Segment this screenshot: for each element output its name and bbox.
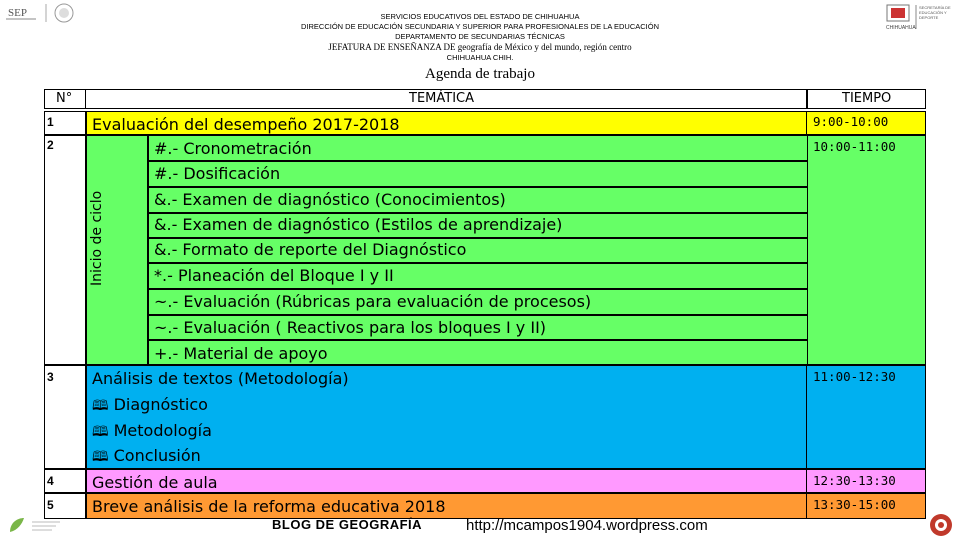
header-line-5: CHIHUAHUA CHIH. (446, 53, 514, 62)
side-label: Inicio de ciclo (89, 190, 105, 286)
book-icon: 🕮 (92, 449, 109, 465)
sub-item-row: &.- Examen de diagnóstico (Conocimientos) (148, 187, 808, 213)
col-time-label: TIEMPO (842, 91, 892, 106)
row-5-time: 13:30-15:00 (806, 493, 926, 519)
header-line-4: JEFATURA DE ENSEÑANZA DE geografía de México y del mundo, región centro (328, 42, 632, 52)
header-line-2: DIRECCIÓN DE EDUCACIÓN SECUNDARIA Y SUPERIOR PARA PROFESIONALES DE LA EDUCACIÓN (301, 22, 659, 31)
header-cell-num (44, 89, 86, 109)
sep-logo-text: SEP (8, 7, 27, 19)
row-3-time: 11:00-12:30 (806, 365, 926, 469)
row-4-time: 12:30-13:30 (806, 469, 926, 493)
sub-item-3-3: 🕮 Conclusión (92, 446, 201, 465)
row-4-num: 4 (44, 469, 86, 493)
header-line-1: SERVICIOS EDUCATIVOS DEL ESTADO DE CHIHUAHUA (380, 12, 580, 21)
col-num-label: N° (56, 91, 73, 106)
sub-item-row: #.- Cronometración (148, 135, 808, 161)
row-1-time: 9:00-10:00 (806, 111, 926, 135)
sub-item-3-1: 🕮 Diagnóstico (92, 395, 208, 414)
row-2-time: 10:00-11:00 (806, 135, 926, 365)
sep-logo (2, 2, 82, 22)
side-label-cell (86, 135, 148, 365)
sub-item-row: #.- Dosificación (148, 161, 808, 187)
row-1-num: 1 (44, 111, 86, 135)
chihuahua-logo-caption: SECRETARÍA DE EDUCACIÓN Y DEPORTE (919, 5, 951, 20)
row-1-topic: Evaluación del desempeño 2017-2018 (86, 111, 808, 135)
sub-item-row: ~.- Evaluación (Rúbricas para evaluación de procesos) (148, 289, 808, 315)
header-cell-topic (86, 89, 808, 109)
gear-logo-icon (928, 512, 954, 538)
row-2-num: 2 (44, 135, 86, 365)
row-5-topic: Breve análisis de la reforma educativa 2018 (86, 493, 808, 519)
footer-url[interactable]: http://mcampos1904.wordpress.com (466, 517, 708, 534)
chihuahua-logo-text: CHIHUAHUA (886, 25, 916, 31)
sub-item-row: &.- Formato de reporte del Diagnóstico (148, 238, 808, 263)
sub-item-3-2: 🕮 Metodología (92, 421, 212, 440)
sub-item-row: ~.- Evaluación ( Reactivos para los bloques I y II) (148, 315, 808, 340)
sub-item-row: *.- Planeación del Bloque I y II (148, 263, 808, 289)
leaf-logo-icon (6, 512, 62, 536)
row-4-topic: Gestión de aula (86, 469, 808, 493)
sub-item-row: &.- Examen de diagnóstico (Estilos de aprendizaje) (148, 213, 808, 238)
header-line-3: DEPARTAMENTO DE SECUNDARIAS TÉCNICAS (395, 32, 565, 41)
row-3-num: 3 (44, 365, 86, 469)
footer-blog: BLOG DE GEOGRAFÍA (272, 517, 423, 532)
sub-item-row: +.- Material de apoyo (148, 340, 808, 365)
book-icon: 🕮 (92, 424, 109, 440)
row-5-num: 5 (44, 493, 86, 519)
row-3-topic: Análisis de textos (Metodología) 🕮 Diagnóstico 🕮 Metodología 🕮 Conclusión (86, 365, 808, 469)
header-cell-time (806, 89, 926, 109)
col-topic-label: TEMÁTICA (409, 91, 474, 106)
book-icon: 🕮 (92, 398, 109, 414)
page-title: Agenda de trabajo (425, 66, 535, 82)
chihuahua-logo (885, 3, 955, 31)
